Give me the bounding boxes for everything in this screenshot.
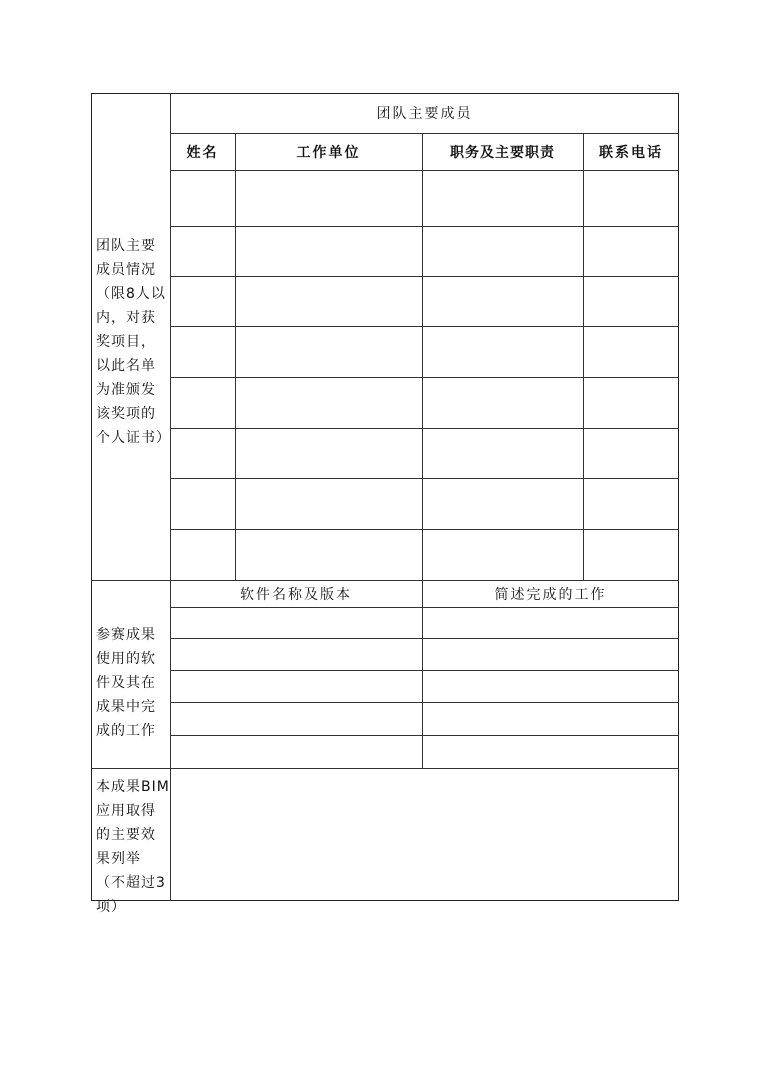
table-row <box>170 529 679 530</box>
members-title: 团队主要成员 <box>376 106 473 122</box>
column-header-work-description: 简述完成的工作 <box>494 587 607 603</box>
label-column-divider <box>170 93 171 901</box>
effects-section-label: 本成果BIM应用取得的主要效果列举（不超过3项） <box>96 779 170 915</box>
software-col-divider <box>422 580 423 768</box>
table-row <box>170 226 679 227</box>
column-header-software: 软件名称及版本 <box>240 587 352 603</box>
column-header-position: 职务及主要职责 <box>450 145 555 161</box>
table-row <box>170 702 679 703</box>
section-divider-software <box>91 768 679 769</box>
table-row <box>170 428 679 429</box>
table-row <box>170 377 679 378</box>
table-row <box>170 326 679 327</box>
members-col-divider <box>235 133 236 580</box>
column-header-name: 姓名 <box>186 145 219 161</box>
software-header-bottom <box>170 607 679 608</box>
column-header-phone: 联系电话 <box>599 145 663 161</box>
members-header-bottom <box>170 170 679 171</box>
column-header-work-unit: 工作单位 <box>296 145 361 161</box>
table-row <box>170 735 679 736</box>
software-section-label: 参赛成果使用的软件及其在成果中完成的工作 <box>96 627 156 739</box>
table-row <box>170 478 679 479</box>
members-section-label: 团队主要成员情况（限8人以内，对获奖项目，以此名单为准颁发该奖项的个人证书） <box>96 238 171 446</box>
table-row <box>170 638 679 639</box>
table-row <box>170 670 679 671</box>
section-divider-members <box>91 580 679 581</box>
members-col-divider <box>422 133 423 580</box>
table-row <box>170 276 679 277</box>
effects-content-area[interactable] <box>172 770 677 899</box>
members-title-divider <box>170 133 679 134</box>
members-col-divider <box>583 133 584 580</box>
